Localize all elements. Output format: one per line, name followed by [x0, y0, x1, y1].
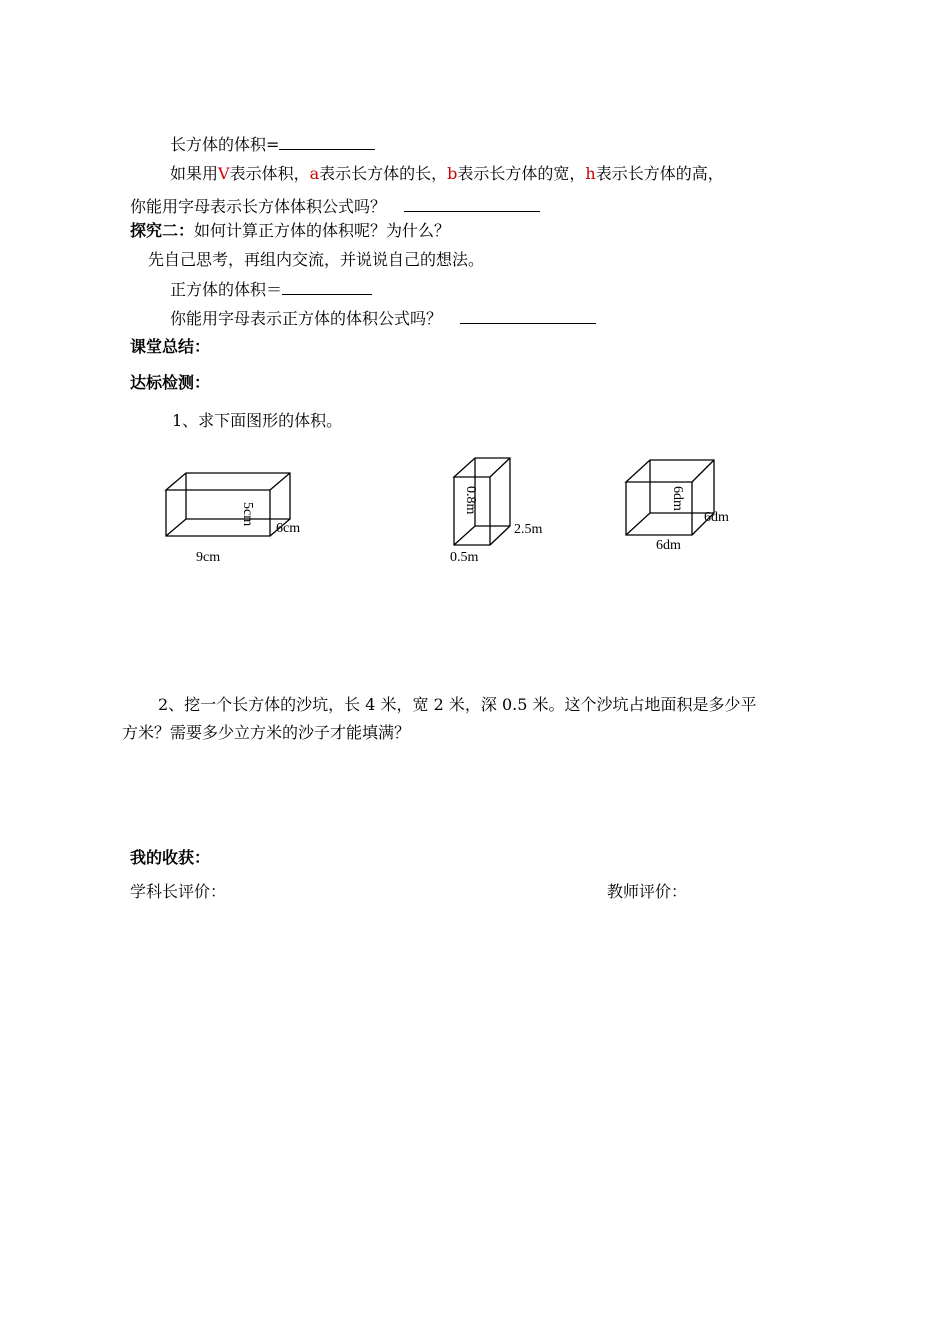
- fig2-outline: [454, 458, 510, 545]
- fig3-length-label: 6dm: [656, 538, 681, 553]
- letters-part1: 表示体积，: [229, 164, 310, 183]
- letter-h: h: [585, 164, 596, 183]
- explore2-question: 如何计算正方体的体积呢？为什么？: [194, 221, 451, 240]
- test-q1: 1、求下面图形的体积。: [172, 411, 343, 430]
- leader-eval-label: 学科长评价：: [130, 882, 227, 901]
- explore2-heading: 探究二：: [130, 221, 195, 240]
- figure-cuboid-1: [150, 460, 330, 570]
- fig1-length-label: 9cm: [196, 550, 221, 565]
- fig3-top-edge: [692, 460, 714, 482]
- letters-definition-line: [170, 164, 724, 184]
- fig2-length-label: 0.5m: [450, 550, 479, 565]
- cuboid-volume-blank[interactable]: [279, 133, 375, 150]
- fig2-hidden-edges: [454, 526, 510, 545]
- fig2-height-label: 0.8m: [463, 486, 478, 515]
- letters-part3: 表示长方体的宽，: [457, 164, 586, 183]
- cuboid-formula-question: 你能用字母表示长方体体积公式吗？: [130, 197, 387, 216]
- cube-volume-line: [170, 278, 372, 300]
- letters-prefix: 如果用: [170, 164, 219, 183]
- letter-v: V: [218, 164, 230, 183]
- cuboid-formula-blank[interactable]: [404, 195, 540, 212]
- cube-formula-line: [170, 307, 596, 329]
- cuboid-volume-line: [170, 133, 375, 155]
- fig3-height-label: 6dm: [670, 486, 685, 511]
- letter-b: b: [447, 164, 458, 183]
- figure-cube-3: [612, 450, 762, 560]
- summary-heading: 课堂总结：: [130, 337, 211, 356]
- fig3-hidden-edges: [626, 513, 714, 535]
- fig1-width-label: 6cm: [276, 521, 301, 536]
- fig1-top-edge: [270, 473, 290, 490]
- harvest-heading: 我的收获：: [130, 848, 211, 867]
- fig1-hidden-edges: [166, 519, 290, 536]
- cube-volume-blank[interactable]: [282, 278, 372, 295]
- fig1-outline: [166, 473, 290, 536]
- cuboid-formula-line: [130, 195, 540, 217]
- fig3-width-label: 6dm: [704, 510, 729, 525]
- fig1-height-label: 5cm: [240, 502, 255, 527]
- explore2-instruction: 先自己思考，再组内交流，并说说自己的想法。: [148, 250, 485, 269]
- cube-formula-question: 你能用字母表示正方体的体积公式吗？: [170, 309, 443, 328]
- fig2-width-label: 2.5m: [514, 522, 543, 537]
- test-heading: 达标检测：: [130, 373, 211, 392]
- test-q2-line1: 2、挖一个长方体的沙坑，长 4 米，宽 2 米，深 0.5 米。这个沙坑占地面积是多少平: [158, 695, 757, 714]
- cube-volume-label: 正方体的体积＝: [170, 280, 283, 299]
- figure-cuboid-2: [440, 450, 570, 570]
- fig2-top-edge: [490, 458, 510, 477]
- cuboid-volume-label: 长方体的体积=: [170, 135, 280, 154]
- letters-part2: 表示长方体的长，: [319, 164, 448, 183]
- test-q2-line2: 方米？需要多少立方米的沙子才能填满？: [122, 723, 411, 742]
- teacher-eval-label: 教师评价：: [607, 882, 688, 901]
- explore2-line: [130, 221, 450, 241]
- letter-a: a: [309, 164, 320, 183]
- letters-part4: 表示长方体的高，: [595, 164, 724, 183]
- cube-formula-blank[interactable]: [460, 307, 596, 324]
